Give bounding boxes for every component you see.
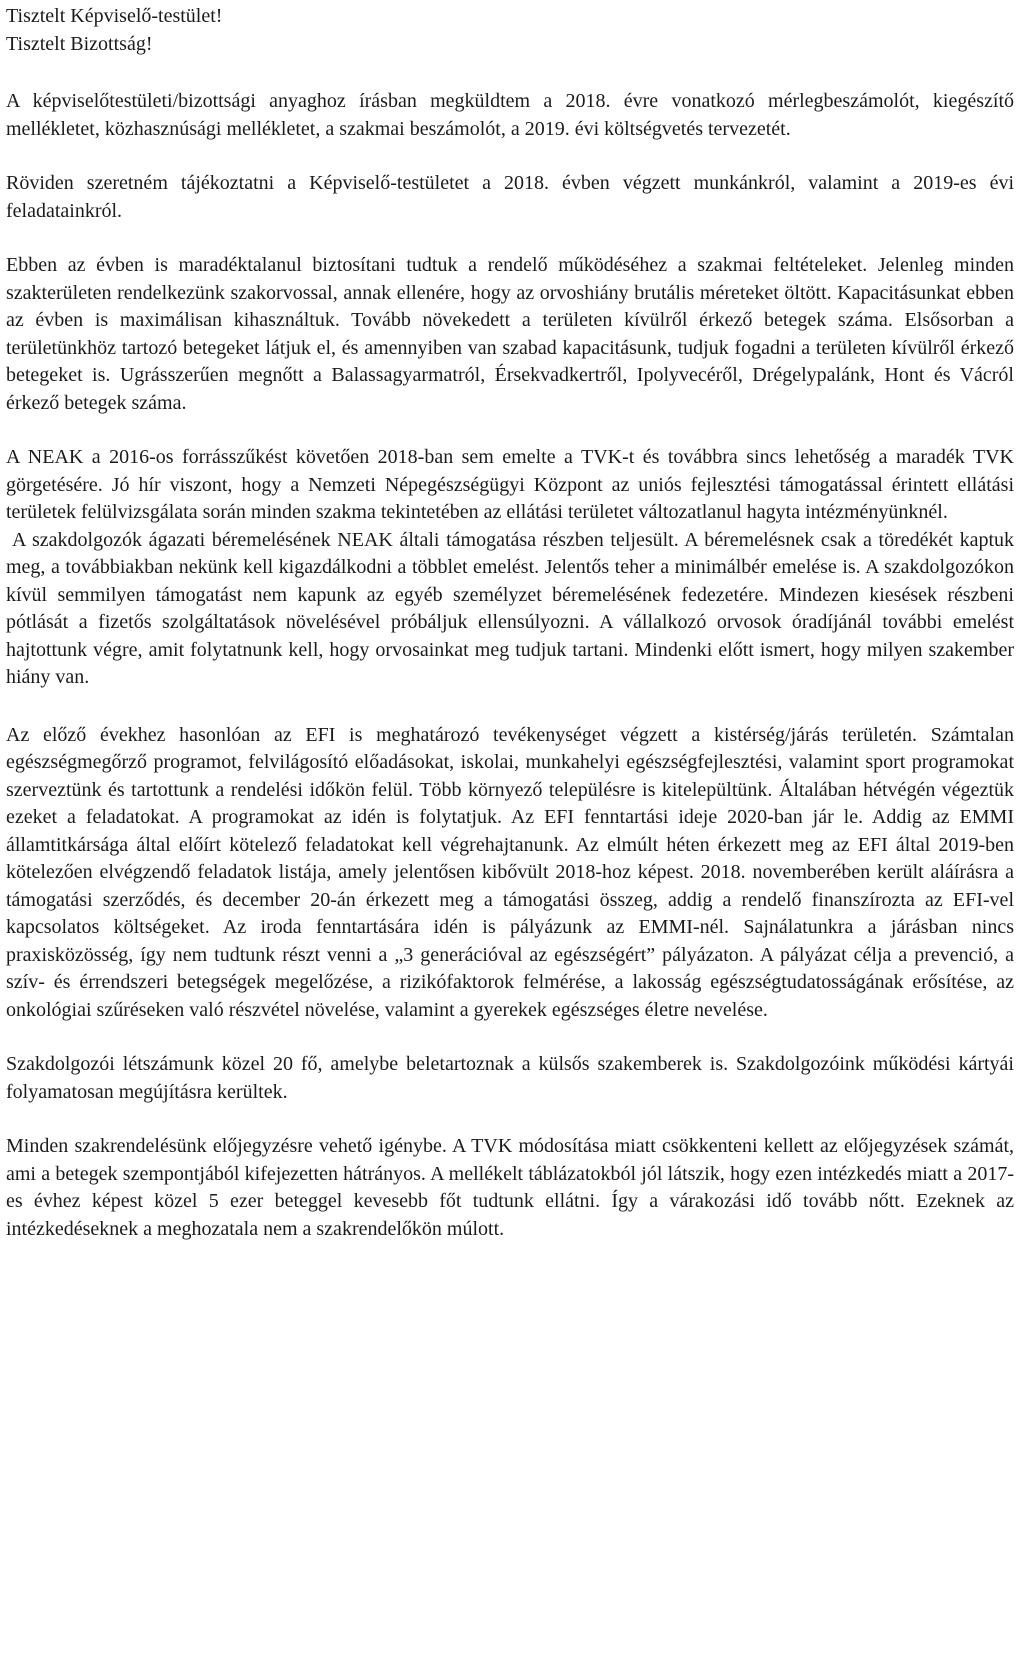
- paragraph-appointments: Minden szakrendelésünk előjegyzésre vehető igénybe. A TVK módosítása miatt csökkenteni kellett az előjegyzések számát, ami a betegek szempontjából kifejezetten hátrányos. A mellékelt táblázatokból jól látszik, hogy ezen intézkedés miatt a 2017-es évhez képest közel 5 ezer beteggel kevesebb főt tudtunk ellátni. Így a várakozási idő tovább nőtt. Ezeknek az intézkedéseknek a meghozatala nem a szakrendelőkön múlott.: [6, 1135, 1014, 1240]
- paragraph-professional-conditions: Ebben az évben is maradéktalanul biztosítani tudtuk a rendelő működéséhez a szakmai feltételeket. Jelenleg minden szakterületen rendelkezünk szakorvossal, annak ellenére, hogy az orvoshiány brutális méreteket öltött. Kapacitásunkat ebben az évben is maximálisan kihasználtuk. Tovább növekedett a területen kívülről érkező betegek száma. Elsősorban a területünkhöz tartozó betegeket látjuk el, és amennyiben van szabad kapacitásunk, tudjuk fogadni a területen kívülről érkező betegeket is. Ugrásszerűen megnőtt a Balassagyarmatról, Érsekvadkertről, Ipolyvecéről, Drégelypalánk, Hont és Vácról érkező betegek száma.: [6, 254, 1014, 414]
- paragraph-neak-tvk: A NEAK a 2016-os forrásszűkést követően 2018-ban sem emelte a TVK-t és továbbra sincs lehetőség a maradék TVK görgetésére. Jó hír viszont, hogy a Nemzeti Népegészségügyi Központ az uniós fejlesztési támogatással érintett ellátási területek felülvizsgálata során minden szakma tekintetében az ellátási területet változatlanul hagyta intézményünknél.: [6, 446, 1014, 523]
- salutation-line-1: Tisztelt Képviselő-testület!: [6, 5, 223, 27]
- paragraph-efi-activities: Az előző évekhez hasonlóan az EFI is meghatározó tevékenységet végzett a kistérség/járás területén. Számtalan egészségmegőrző programot, felvilágosító előadásokat, iskolai, munkahelyi egészségfejlesztési, valamint sport programokat szerveztünk és tartottunk a rendelési időkön felül. Több környező településre is kitelepültünk. Általában hétvégén végeztük ezeket a feladatokat. A programokat az idén is folytatjuk. Az EFI fenntartási ideje 2020-ban jár le. Addig az EMMI államtitkársága által előírt kötelező feladatokat kell végrehajtanunk. Az elmúlt héten érkezett meg az EFI által 2019-ben kötelezően elvégzendő feladatok listája, amely jelentősen kibővült 2018-hoz képest. 2018. novemberében került aláírásra a támogatási szerződés, és december 20-án érkezett meg a támogatási összeg, addig a rendelő finanszírozta az EFI-vel kapcsolatos költségeket. Az iroda fenntartására idén is pályázunk az EMMI-nél. Sajnálatunkra a járásban nincs praxisközösség, így nem tudtunk részt venni a „3 generációval az egészségért” pályázaton. A pályázat célja a prevenció, a szív- és érrendszeri betegségek megelőzése, a rizikófaktorok felmérése, a lakosság egészségtudatosságának erősítése, az onkológiai szűréseken való részvétel növelése, valamint a gyerekek egészséges életre nevelése.: [6, 723, 1014, 1021]
- salutation-block: [6, 0, 1014, 58]
- salutation-line-2: Tisztelt Bizottság!: [6, 32, 153, 55]
- paragraph-wage-increase: A szakdolgozók ágazati béremelésének NEAK általi támogatása részben teljesült. A béremelésnek csak a töredékét kaptuk meg, a továbbiakban nekünk kell kigazdálkodni a többlet emelést. Jelentős teher a minimálbér emelése is. A szakdolgozókon kívül semmilyen támogatást nem kapunk az egyéb személyzet béremelésének fedezetére. Mindezen kiesések részbeni pótlását a fizetős szolgáltatások növelésével próbáljuk ellensúlyozni. A vállalkozó orvosok óradíjánál további emelést hajtottunk végre, amit folytatnunk kell, hogy orvosainkat meg tudjuk tartani. Mindenki előtt ismert, hogy milyen szakember hiány van.: [6, 528, 1014, 688]
- paragraph-staff-count: Szakdolgozói létszámunk közel 20 fő, amelybe beletartoznak a külsős szakemberek is. Szakdolgozóink működési kártyái folyamatosan megújításra kerültek.: [6, 1053, 1014, 1103]
- paragraph-attachments: A képviselőtestületi/bizottsági anyaghoz írásban megküldtem a 2018. évre vonatkozó mérlegbeszámolót, kiegészítő mellékletet, közhasznúsági mellékletet, a szakmai beszámolót, a 2019. évi költségvetés tervezetét.: [6, 90, 1014, 140]
- paragraph-brief-info: Röviden szeretném tájékoztatni a Képviselő-testületet a 2018. évben végzett munkánkról, valamint a 2019-es évi feladatainkról.: [6, 172, 1014, 222]
